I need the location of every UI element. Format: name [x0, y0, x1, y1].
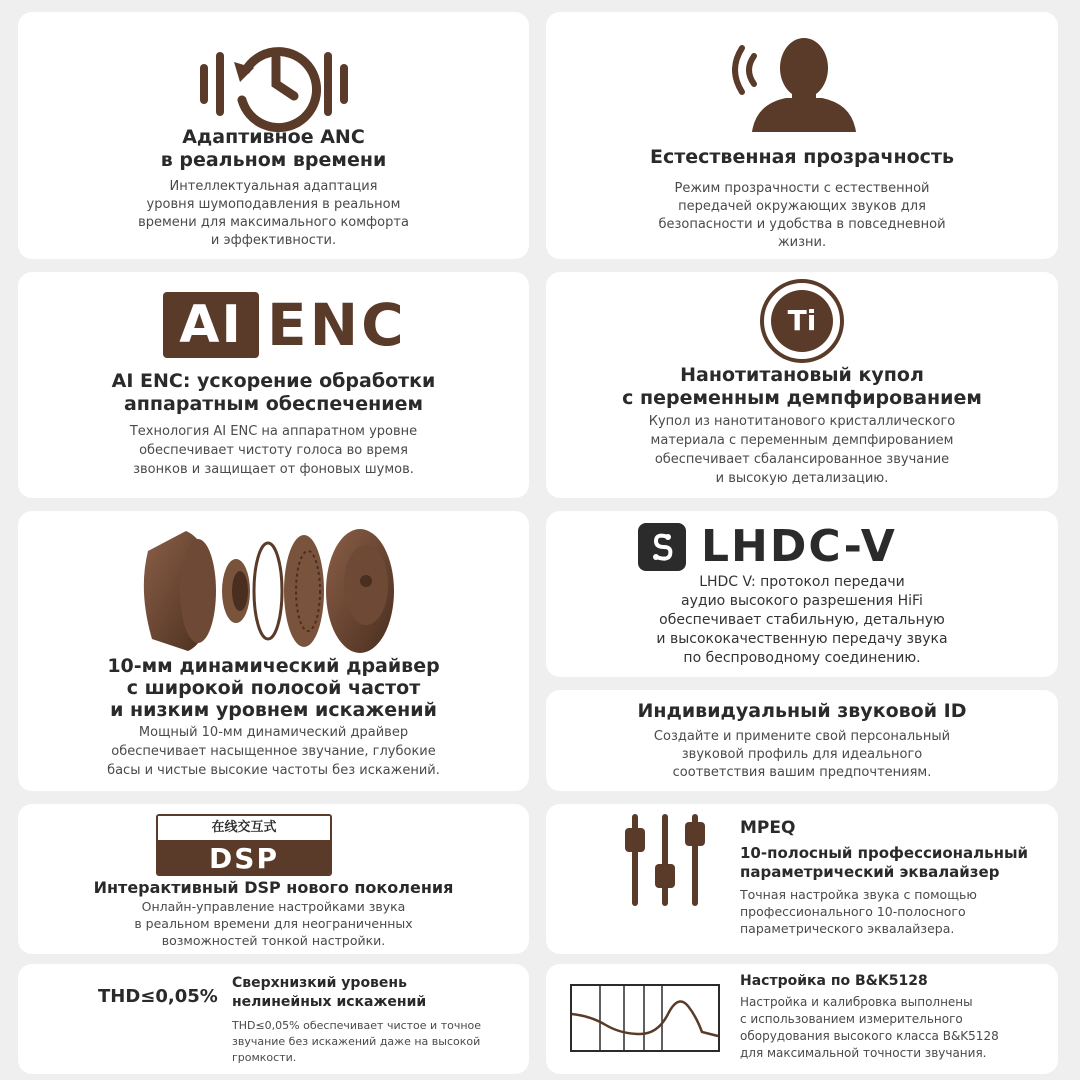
card-bk5128 [546, 964, 1058, 1074]
bk-title: Настройка по B&K5128 [740, 973, 928, 989]
soundid-title: Индивидуальный звуковой ID [637, 700, 967, 722]
clock-waves-icon [196, 34, 352, 134]
driver-exploded-icon [128, 521, 428, 661]
anc-desc-line: Интеллектуальная адаптация [169, 179, 378, 194]
card-thd [18, 964, 529, 1074]
card-interactive-dsp [18, 804, 529, 954]
bk-desc-line: с использованием измерительного [740, 1012, 963, 1026]
dsp-desc-line: в реальном времени для неограниченных [134, 916, 413, 931]
bk-desc-line: Настройка и калибровка выполнены [740, 995, 973, 1009]
aienc-desc-line: звонков и защищает от фоновых шумов. [133, 462, 414, 477]
driver-title-line3: и низким уровнем искажений [110, 699, 437, 721]
titanium-desc-line: материала с переменным демпфированием [650, 433, 954, 448]
anc-desc-line: и эффективности. [210, 233, 337, 248]
soundid-desc-line: соответствия вашим предпочтениям. [672, 765, 932, 780]
thd-title-line1: Сверхнизкий уровень [232, 975, 407, 991]
soundid-desc-line: Создайте и примените свой персональный [653, 729, 951, 744]
card-mpeq [546, 804, 1058, 954]
bk-desc-line: для максимальной точности звучания. [740, 1046, 987, 1060]
card-ai-enc [18, 272, 529, 498]
card-adaptive-anc [18, 12, 529, 259]
anc-desc-line: времени для максимального комфорта [138, 215, 409, 230]
card-sound-id [546, 690, 1058, 791]
aienc-desc-line: Технология AI ENC на аппаратном уровне [129, 424, 418, 439]
mpeq-title-line2: параметрический эквалайзер [740, 863, 1000, 881]
transparency-desc-line: передачей окружающих звуков для [678, 199, 926, 214]
anc-desc-line: уровня шумоподавления в реальном [146, 197, 401, 212]
mpeq-heading: MPEQ [740, 818, 796, 838]
bk-desc-line: оборудования высокого класса B&K5128 [740, 1029, 999, 1043]
driver-desc-line: басы и чистые высокие частоты без искажений. [107, 763, 440, 778]
anc-title-line2: в реальном времени [160, 149, 387, 171]
person-speaking-icon [732, 26, 872, 134]
thd-title-line2: нелинейных искажений [232, 994, 427, 1010]
mpeq-desc-line: Точная настройка звука с помощью [740, 887, 977, 902]
enc-logo-text: ENC [267, 291, 407, 359]
lhdc-logo-text: LHDC-V [701, 521, 897, 572]
aienc-title-line2: аппаратным обеспечением [123, 393, 424, 415]
titanium-title-line1: Нанотитановый купол [680, 364, 924, 386]
thd-desc-line: громкости. [232, 1051, 297, 1064]
dsp-badge-top: 在线交互式 [158, 816, 330, 842]
dsp-badge-bottom: DSP [158, 842, 330, 876]
card-dynamic-driver [18, 511, 529, 791]
lhdc-logo-icon [638, 523, 686, 571]
transparency-desc-line: жизни. [777, 235, 827, 250]
lhdc-desc-line: и высококачественную передачу звука [656, 631, 948, 647]
driver-title-line1: 10-мм динамический драйвер [107, 655, 440, 677]
titanium-title-line2: с переменным демпфированием [622, 387, 982, 409]
dsp-desc-line: Онлайн-управление настройками звука [141, 899, 406, 914]
transparency-desc-line: Режим прозрачности с естественной [674, 181, 930, 196]
frequency-response-graph-icon [570, 984, 720, 1052]
driver-desc-line: Мощный 10-мм динамический драйвер [138, 725, 409, 740]
titanium-desc-line: обеспечивает сбалансированное звучание [654, 452, 950, 467]
driver-desc-line: обеспечивает насыщенное звучание, глубокие [111, 744, 436, 759]
titanium-desc-line: и высокую детализацию. [715, 471, 889, 486]
driver-title-line2: с широкой полосой частот [126, 677, 421, 699]
thd-desc-line: звучание без искажений даже на высокой [232, 1035, 481, 1048]
mpeq-desc-line: профессионального 10-полосного [740, 904, 966, 919]
titanium-desc-line: Купол из нанотитанового кристаллического [648, 414, 956, 429]
equalizer-sliders-icon [622, 814, 722, 906]
soundid-desc-line: звуковой профиль для идеального [681, 747, 923, 762]
lhdc-desc-line: аудио высокого разрешения HiFi [681, 593, 923, 609]
dsp-badge [156, 814, 332, 876]
aienc-title-line1: AI ENC: ускорение обработки [111, 370, 436, 392]
mpeq-title-line1: 10-полосный профессиональный [740, 844, 1029, 862]
dsp-desc-line: возможностей тонкой настройки. [161, 933, 386, 948]
transparency-title: Естественная прозрачность [650, 146, 954, 168]
card-titanium-dome [546, 272, 1058, 498]
card-transparency [546, 12, 1058, 259]
lhdc-desc-line: LHDC V: протокол передачи [699, 574, 905, 590]
anc-title-line1: Адаптивное ANC [182, 126, 365, 148]
transparency-desc-line: безопасности и удобства в повседневной [658, 217, 946, 232]
lhdc-desc-line: по беспроводному соединению. [683, 650, 921, 666]
ai-enc-logo [163, 291, 407, 360]
aienc-desc-line: обеспечивает чистоту голоса во время [139, 443, 408, 458]
mpeq-desc-line: параметрического эквалайзера. [740, 921, 955, 936]
thd-desc-line: THD≤0,05% обеспечивает чистое и точное [232, 1019, 482, 1032]
ti-logo-text: Ti [787, 304, 817, 337]
lhdc-desc-line: обеспечивает стабильную, детальную [659, 612, 945, 628]
dsp-title: Интерактивный DSP нового поколения [93, 878, 454, 897]
thd-label: THD≤0,05% [98, 986, 218, 1007]
ai-logo-box: AI [163, 292, 259, 358]
card-lhdc [546, 511, 1058, 677]
